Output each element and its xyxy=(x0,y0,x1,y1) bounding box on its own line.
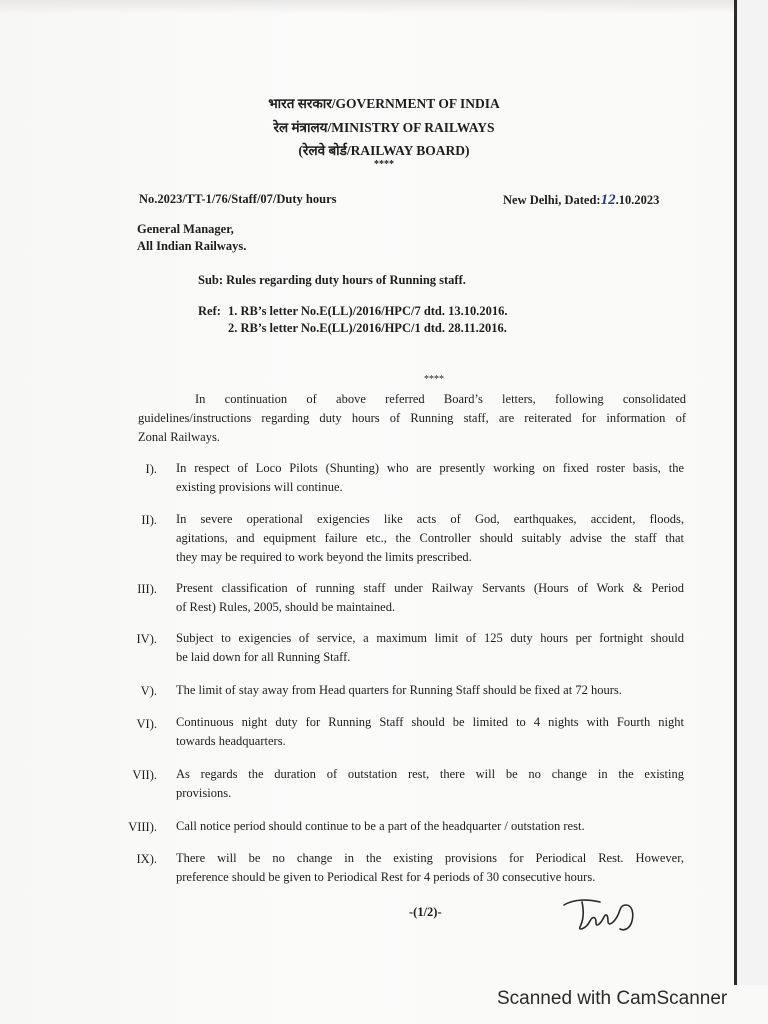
point-4-line-1: Subject to exigencies of service, a maximum limit of 125 duty hours per fortnight should xyxy=(176,631,684,645)
point-2-line-3: they may be required to work beyond the limits prescribed. xyxy=(176,550,472,564)
ref-item-1: 1. RB’s letter No.E(LL)/2016/HPC/7 dtd. 13.10.2016. xyxy=(228,304,508,318)
ref-label: Ref: xyxy=(198,304,221,318)
point-number-2: II). xyxy=(141,513,157,527)
letter-number: No.2023/TT-1/76/Staff/07/Duty hours xyxy=(139,192,337,206)
point-2-line-2: agitations, and equipment failure etc., the Controller should suitably advise the staff that xyxy=(176,531,684,545)
point-2-line-1: In severe operational exigencies like acts of God, earthquakes, accident, floods, xyxy=(176,512,684,526)
point-7 xyxy=(176,765,684,803)
header-board: (रेलवे बोर्ड/RAILWAY BOARD) xyxy=(298,143,470,158)
point-number-4: IV). xyxy=(136,632,157,646)
intro-line-2: guidelines/instructions regarding duty hours of Running staff, are reiterated for information of xyxy=(138,411,686,425)
page-marker: -(1/2)- xyxy=(409,905,442,919)
separator-stars: **** xyxy=(424,374,444,385)
intro-paragraph xyxy=(138,390,686,447)
point-8-line-1: Call notice period should continue to be a part of the headquarter / outstation rest. xyxy=(176,819,585,833)
header-stars: **** xyxy=(374,159,394,170)
point-3-line-1: Present classification of running staff under Railway Servants (Hours of Work & Period xyxy=(176,581,684,595)
point-number-1: I). xyxy=(145,462,157,476)
point-number-8: VIII). xyxy=(128,820,157,834)
point-3-line-2: of Rest) Rules, 2005, should be maintained. xyxy=(176,600,396,614)
point-9-line-1: There will be no change in the existing provisions for Periodical Rest. However, xyxy=(176,851,684,865)
point-9 xyxy=(176,849,684,887)
point-number-5: V). xyxy=(140,684,157,698)
subject-line: Sub: Rules regarding duty hours of Running staff. xyxy=(198,273,466,287)
date-handwritten: 12 xyxy=(600,192,616,208)
point-7-line-1: As regards the duration of outstation rest, there will be no change in the existing xyxy=(176,767,684,781)
header-ministry: रेल मंत्रालय/MINISTRY OF RAILWAYS xyxy=(273,120,495,135)
point-number-7: VII). xyxy=(132,768,157,782)
ref-item-2: 2. RB’s letter No.E(LL)/2016/HPC/1 dtd. 28.11.2016. xyxy=(228,321,507,335)
intro-line-1: In continuation of above referred Board’s letters, following consolidated xyxy=(195,392,686,406)
point-4-line-2: be laid down for all Running Staff. xyxy=(176,650,351,664)
header-government: भारत सरकार/GOVERNMENT OF INDIA xyxy=(268,96,500,111)
point-number-3: III). xyxy=(137,582,157,596)
point-1 xyxy=(176,459,684,497)
point-number-9: IX). xyxy=(136,852,157,866)
signature xyxy=(560,893,670,938)
point-5-line-1: The limit of stay away from Head quarters for Running Staff should be fixed at 72 hours. xyxy=(176,683,622,697)
point-1-line-2: existing provisions will continue. xyxy=(176,480,343,494)
point-2 xyxy=(176,510,684,567)
date-prefix: New Delhi, Dated: xyxy=(503,193,601,207)
point-5 xyxy=(176,681,684,700)
camscanner-watermark: Scanned with CamScanner xyxy=(497,988,728,1009)
point-number-6: VI). xyxy=(136,717,157,731)
point-4 xyxy=(176,629,684,667)
point-8 xyxy=(176,817,684,836)
point-7-line-2: provisions. xyxy=(176,786,232,800)
addressee-line2: All Indian Railways. xyxy=(137,239,247,253)
point-6 xyxy=(176,713,684,751)
point-9-line-2: preference should be given to Periodical Rest for 4 periods of 30 consecutive hours. xyxy=(176,870,596,884)
point-6-line-1: Continuous night duty for Running Staff should be limited to 4 nights with Fourth night xyxy=(176,715,684,729)
date-suffix: .10.2023 xyxy=(615,193,660,207)
point-6-line-2: towards headquarters. xyxy=(176,734,286,748)
letter-date xyxy=(503,192,659,209)
point-1-line-1: In respect of Loco Pilots (Shunting) who are presently working on fixed roster basis, the xyxy=(176,461,684,475)
intro-line-3: Zonal Railways. xyxy=(138,430,220,444)
addressee-line1: General Manager, xyxy=(137,222,234,236)
top-scan-edge xyxy=(0,0,768,14)
point-3 xyxy=(176,579,684,617)
